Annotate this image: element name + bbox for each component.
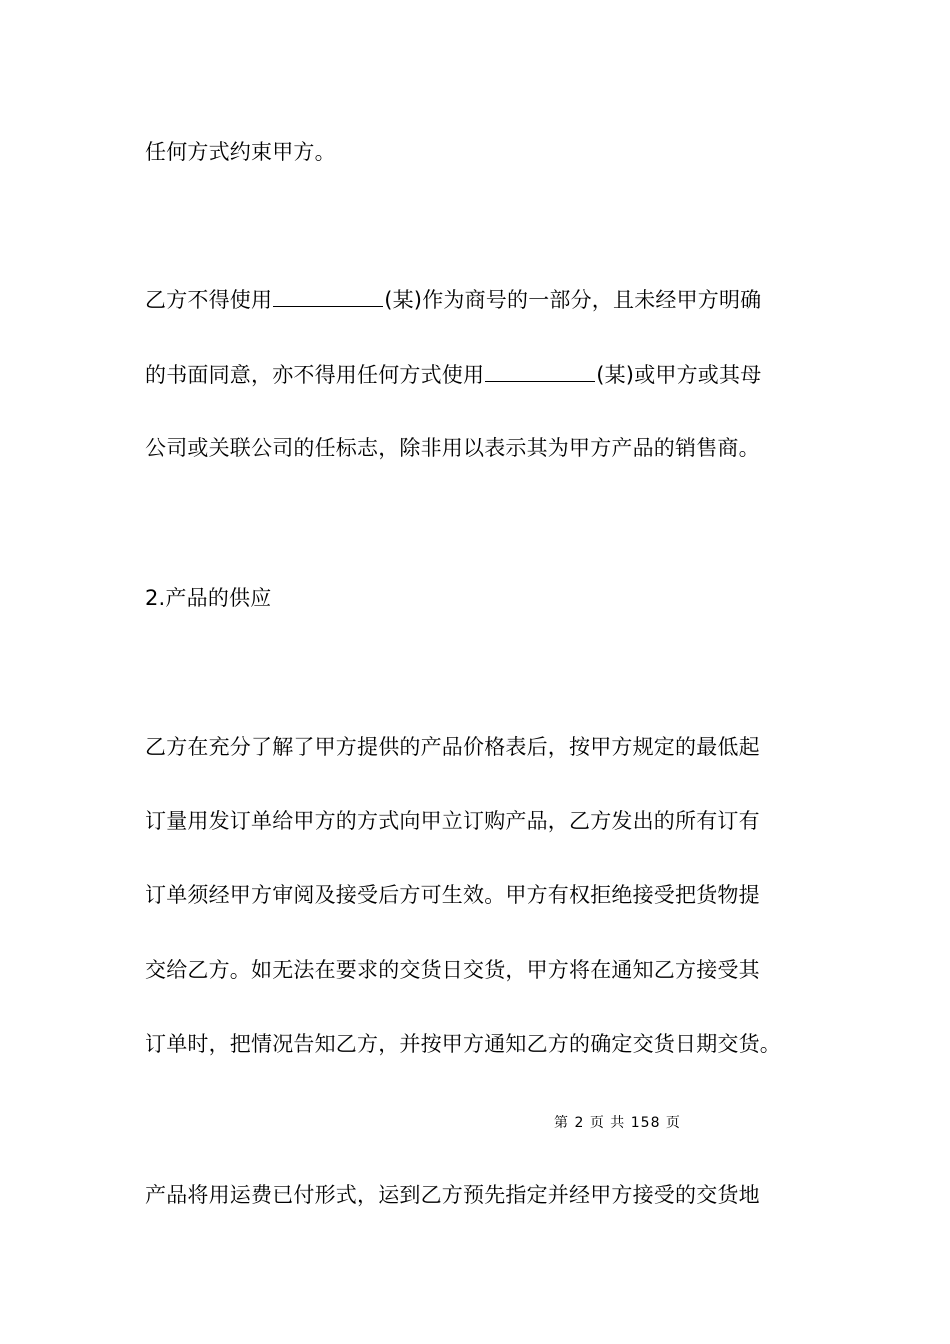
- paragraph-1-line-1: 任何方式约束甲方。: [145, 140, 336, 164]
- paragraph-2-line-3: 公司或关联公司的任标志，除非用以表示其为甲方产品的销售商。: [145, 436, 760, 460]
- paragraph-3-line-2: 订量用发订单给甲方的方式向甲立订购产品，乙方发出的所有订有: [145, 809, 760, 833]
- paragraph-2-line-1: [145, 285, 810, 315]
- paragraph-2-line-2-text-b: (某)或甲方或其母: [596, 363, 762, 387]
- paragraph-4-line-1: 产品将用运费已付形式，运到乙方预先指定并经甲方接受的交货地: [145, 1183, 760, 1207]
- paragraph-2-line-1-text-a: 乙方不得使用: [145, 288, 273, 312]
- fill-in-blank: [273, 286, 383, 307]
- section-heading: 2.产品的供应: [145, 586, 272, 610]
- paragraph-3-line-1: 乙方在充分了解了甲方提供的产品价格表后，按甲方规定的最低起: [145, 735, 760, 759]
- paragraph-2-line-2-text-a: 的书面同意，亦不得用任何方式使用: [145, 363, 485, 387]
- paragraph-2-line-1-text-b: (某)作为商号的一部分，且未经甲方明确: [384, 288, 762, 312]
- paragraph-3-line-4: 交给乙方。如无法在要求的交货日交货，甲方将在通知乙方接受其: [145, 958, 760, 982]
- paragraph-3-line-3: 订单须经甲方审阅及接受后方可生效。甲方有权拒绝接受把货物提: [145, 883, 760, 907]
- page-number-footer: 第 2 页 共 158 页: [554, 1115, 681, 1131]
- paragraph-2-line-2: [145, 360, 810, 390]
- paragraph-3-line-5: 订单时，把情况告知乙方，并按甲方通知乙方的确定交货日期交货。: [145, 1032, 781, 1056]
- fill-in-blank: [485, 361, 595, 382]
